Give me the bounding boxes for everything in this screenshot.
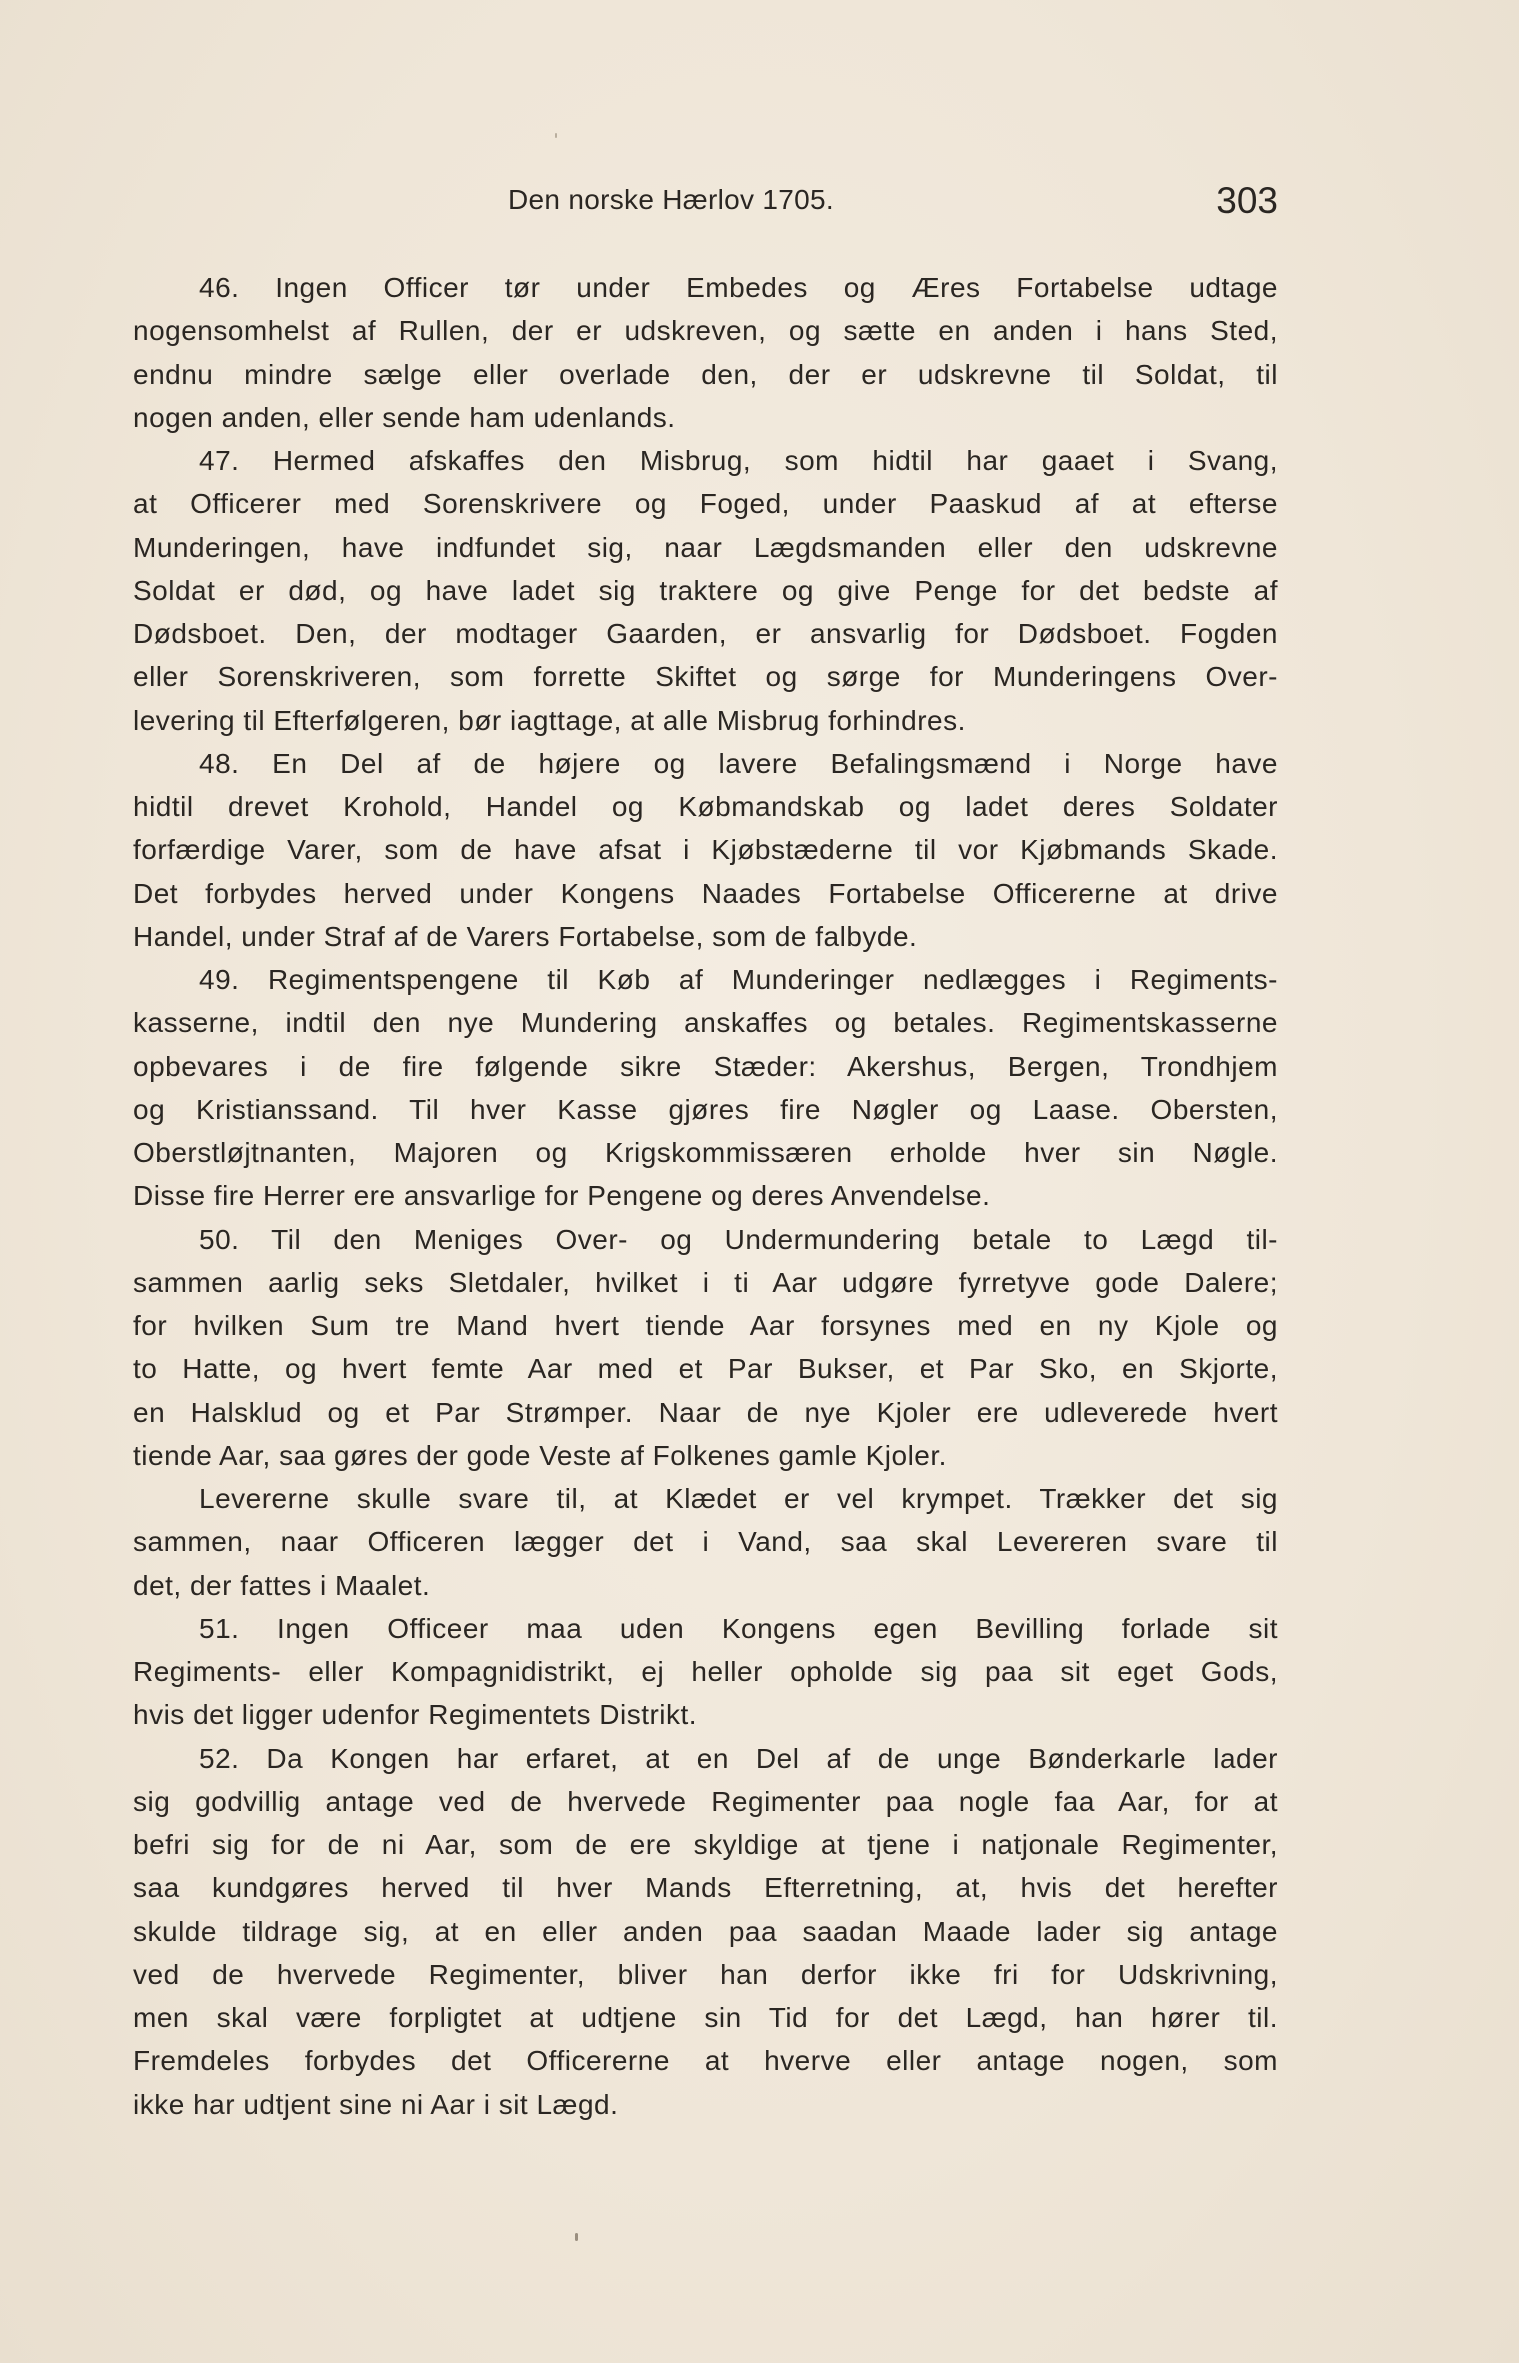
text-line: Munderingen, have indfundet sig, naar Lægdsmanden eller den udskrevne: [133, 531, 1278, 563]
text-line: nogen anden, eller sende ham udenlands.: [133, 401, 676, 433]
page-number: 303: [1216, 180, 1278, 221]
paragraph-first-line: 48. En Del af de højere og lavere Befalingsmænd i Norge have: [199, 747, 1278, 779]
text-line: at Officerer med Sorenskrivere og Foged, under Paaskud af at efterse: [133, 488, 1278, 520]
paragraph-first-line: 51. Ingen Officeer maa uden Kongens egen Bevilling forlade sit: [199, 1612, 1278, 1644]
text-line: Dødsboet. Den, der modtager Gaarden, er ansvarlig for Dødsboet. Fogden: [133, 618, 1278, 649]
page-header: [133, 180, 1278, 230]
running-title: Den norske Hærlov 1705.: [508, 184, 834, 215]
text-line: eller Sorenskriveren, som forrette Skiftet og sørge for Munderingens Over-: [133, 661, 1278, 693]
paragraph-first-line: 47. Hermed afskaffes den Misbrug, som hidtil har gaaet i Svang,: [199, 445, 1278, 476]
paragraph-first-line: 50. Til den Meniges Over- og Undermundering betale to Lægd til-: [199, 1223, 1278, 1255]
text-line: kasserne, indtil den nye Mundering anskaffes og betales. Regimentskasserne: [133, 1007, 1278, 1039]
text-line: Fremdeles forbydes det Officererne at hverve eller antage nogen, som: [133, 2045, 1278, 2077]
paper-speck: [555, 133, 557, 138]
text-line: to Hatte, og hvert femte Aar med et Par Bukser, et Par Sko, en Skjorte,: [133, 1353, 1278, 1385]
text-line: hidtil drevet Krohold, Handel og Købmandskab og ladet deres Soldater: [133, 791, 1278, 822]
text-line: det, der fattes i Maalet.: [133, 1569, 431, 1601]
text-line: saa kundgøres herved til hver Mands Efterretning, at, hvis det herefter: [133, 1872, 1278, 1904]
text-line: sammen, naar Officeren lægger det i Vand, saa skal Levereren svare til: [133, 1526, 1278, 1558]
paper-speck: [575, 2233, 578, 2241]
text-line: ikke har udtjent sine ni Aar i sit Lægd.: [133, 2088, 619, 2120]
text-line: endnu mindre sælge eller overlade den, der er udskrevne til Soldat, til: [133, 358, 1278, 390]
text-line: nogensomhelst af Rullen, der er udskreven, og sætte en anden i hans Sted,: [133, 315, 1278, 347]
text-line: levering til Efterfølgeren, bør iagttage, at alle Misbrug forhindres.: [133, 704, 966, 736]
text-line: sig godvillig antage ved de hvervede Regimenter paa nogle faa Aar, for at: [133, 1785, 1278, 1817]
text-line: skulde tildrage sig, at en eller anden paa saadan Maade lader sig antage: [133, 1915, 1278, 1947]
text-line: Det forbydes herved under Kongens Naades Fortabelse Officererne at drive: [133, 877, 1278, 909]
text-line: og Kristianssand. Til hver Kasse gjøres fire Nøgler og Laase. Obersten,: [133, 1093, 1278, 1125]
text-line: sammen aarlig seks Sletdaler, hvilket i ti Aar udgøre fyrretyve gode Dalere;: [133, 1266, 1278, 1298]
text-line: Disse fire Herrer ere ansvarlige for Pengene og deres Anvendelse.: [133, 1180, 991, 1212]
text-line: opbevares i de fire følgende sikre Stæder: Akershus, Bergen, Trondhjem: [133, 1050, 1278, 1082]
text-line: Handel, under Straf af de Varers Fortabelse, som de falbyde.: [133, 920, 918, 952]
text-line: Soldat er død, og have ladet sig traktere og give Penge for det bedste af: [133, 574, 1278, 606]
text-line: forfærdige Varer, som de have afsat i Kjøbstæderne til vor Kjøbmands Skade.: [133, 834, 1278, 866]
body-text: [133, 266, 1278, 2126]
text-line: befri sig for de ni Aar, som de ere skyldige at tjene i natjonale Regimenter,: [133, 1829, 1278, 1860]
paragraph-first-line: 49. Regimentspengene til Køb af Munderinger nedlægges i Regiments-: [199, 964, 1278, 995]
paragraph-first-line: Levererne skulle svare til, at Klædet er vel krympet. Trækker det sig: [199, 1483, 1278, 1514]
text-line: Regiments- eller Kompagnidistrikt, ej heller opholde sig paa sit eget Gods,: [133, 1656, 1278, 1687]
text-line: Oberstløjtnanten, Majoren og Krigskommissæren erholde hver sin Nøgle.: [133, 1137, 1278, 1168]
text-line: for hvilken Sum tre Mand hvert tiende Aar forsynes med en ny Kjole og: [133, 1310, 1278, 1341]
text-line: hvis det ligger udenfor Regimentets Distrikt.: [133, 1699, 698, 1731]
text-line: tiende Aar, saa gøres der gode Veste af Folkenes gamle Kjoler.: [133, 1439, 947, 1471]
paragraph-first-line: 52. Da Kongen har erfaret, at en Del af de unge Bønderkarle lader: [199, 1742, 1278, 1774]
text-line: en Halsklud og et Par Strømper. Naar de nye Kjoler ere udleverede hvert: [133, 1396, 1278, 1428]
text-line: men skal være forpligtet at udtjene sin Tid for det Lægd, han hører til.: [133, 2002, 1278, 2033]
paragraph-first-line: 46. Ingen Officer tør under Embedes og Æres Fortabelse udtage: [199, 272, 1278, 303]
text-line: ved de hvervede Regimenter, bliver han derfor ikke fri for Udskrivning,: [133, 1958, 1278, 1990]
